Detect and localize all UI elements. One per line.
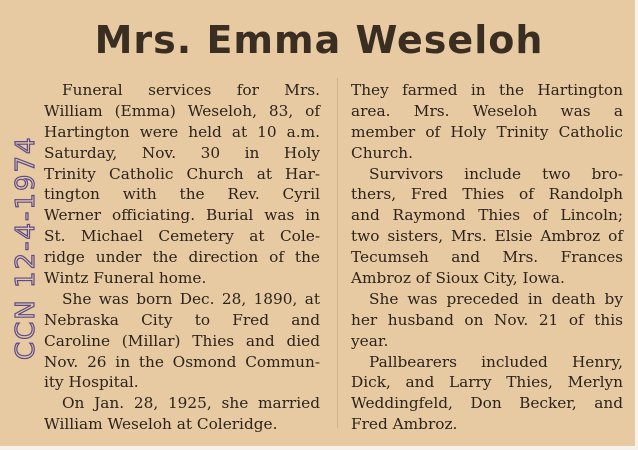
- text-line: St. Michael Cemetery at Cole-: [44, 227, 320, 246]
- text-line: Nov. 26 in the Osmond Commun-: [44, 352, 320, 371]
- handwritten-date-text: CCN 12-4-1974: [11, 135, 41, 360]
- handwritten-date-svg: [6, 110, 46, 360]
- text-line: Church.: [351, 143, 414, 162]
- text-line: On Jan. 28, 1925, she married: [62, 394, 320, 413]
- text-line: William Weseloh at Coleridge.: [44, 415, 278, 434]
- text-line: They farmed in the Hartington: [351, 81, 623, 99]
- text-line: her husband on Nov. 21 of this: [351, 310, 623, 329]
- text-line: Pallbearers included Henry,: [369, 352, 623, 371]
- text-line: ridge under the direction of the: [44, 248, 320, 267]
- text-line: Fred Ambroz.: [351, 415, 458, 434]
- right-text-column: [351, 80, 623, 435]
- text-line: Ambroz of Sioux City, Iowa.: [351, 269, 565, 288]
- column-divider: [337, 78, 338, 428]
- text-line: Saturday, Nov. 30 in Holy: [44, 143, 320, 162]
- text-line: ity Hospital.: [44, 373, 139, 392]
- text-line: Dick, and Larry Thies, Merlyn: [351, 373, 623, 392]
- obituary-title: Mrs. Emma Weseloh: [94, 18, 544, 62]
- text-line: She was preceded in death by: [369, 289, 623, 308]
- left-text-column: [44, 80, 320, 435]
- text-line: Nebraska City to Fred and: [44, 310, 320, 329]
- text-line: area. Mrs. Weseloh was a: [351, 101, 623, 120]
- text-line: tington with the Rev. Cyril: [44, 185, 320, 204]
- text-line: She was born Dec. 28, 1890, at: [62, 289, 320, 308]
- text-line: Tecumseh and Mrs. Frances: [351, 248, 623, 267]
- text-line: William (Emma) Weseloh, 83, of: [44, 101, 320, 120]
- text-line: Wintz Funeral home.: [44, 269, 207, 288]
- handwritten-date-note: [6, 110, 46, 360]
- text-line: Weddingfeld, Don Becker, and: [351, 394, 623, 413]
- text-line: Trinity Catholic Church at Har-: [44, 164, 320, 183]
- text-line: Caroline (Millar) Thies and died: [44, 331, 320, 350]
- text-line: Funeral services for Mrs.: [62, 81, 320, 99]
- text-line: thers, Fred Thies of Randolph: [351, 185, 623, 204]
- text-line: member of Holy Trinity Catholic: [351, 122, 623, 141]
- text-line: year.: [351, 331, 389, 350]
- text-line: Survivors include two bro-: [369, 164, 623, 183]
- text-line: two sisters, Mrs. Elsie Ambroz of: [351, 227, 623, 246]
- text-line: Werner officiating. Burial was in: [44, 206, 320, 225]
- text-line: and Raymond Thies of Lincoln;: [351, 206, 623, 225]
- text-line: Hartington were held at 10 a.m.: [44, 122, 320, 141]
